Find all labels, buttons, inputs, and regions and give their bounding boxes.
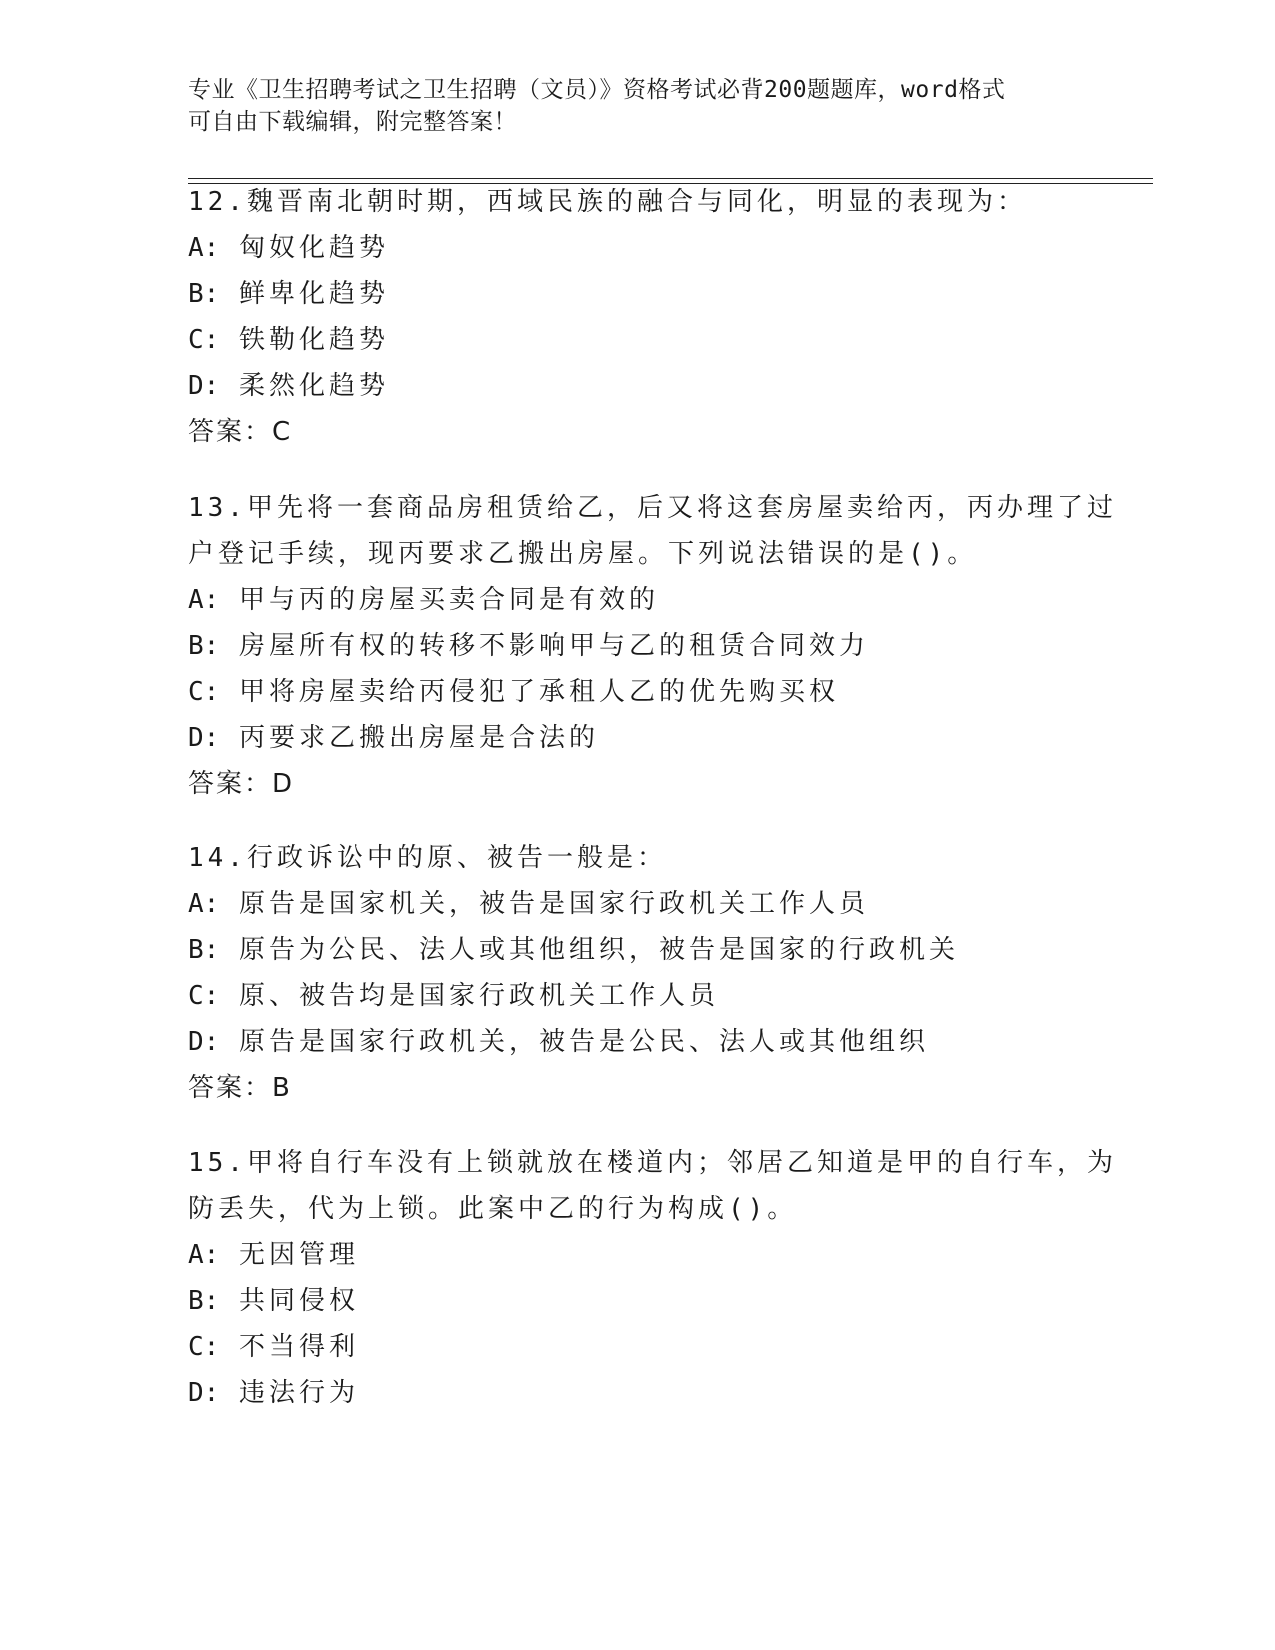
option-label: B: (188, 631, 220, 661)
option-text: 原告是国家机关，被告是国家行政机关工作人员 (238, 889, 869, 919)
option-label: D: (188, 723, 220, 753)
option-text: 鲜卑化趋势 (238, 279, 389, 309)
question-stem: 12.魏晋南北朝时期，西域民族的融合与同化，明显的表现为： (188, 187, 1027, 217)
question-stem-continued: 防丢失，代为上锁。此案中乙的行为构成()。 (188, 1194, 798, 1224)
option-text: 原、被告均是国家行政机关工作人员 (238, 981, 719, 1011)
question-12 (188, 179, 1088, 455)
document-header (188, 74, 1068, 138)
option-label: A: (188, 233, 220, 263)
answer: 答案：B (188, 1073, 292, 1103)
option-text: 无因管理 (238, 1240, 359, 1270)
option-b (188, 927, 1088, 973)
option-a (188, 1232, 1088, 1278)
option-d (188, 363, 1088, 409)
option-label: B: (188, 279, 220, 309)
option-b (188, 271, 1088, 317)
option-text: 丙要求乙搬出房屋是合法的 (238, 723, 599, 753)
header-line-2: 可自由下载编辑，附完整答案！ (188, 109, 517, 135)
option-c (188, 317, 1088, 363)
option-c (188, 973, 1088, 1019)
option-c (188, 1324, 1088, 1370)
option-a (188, 577, 1088, 623)
question-stem: 14.行政诉讼中的原、被告一般是： (188, 843, 667, 873)
question-stem: 15.甲将自行车没有上锁就放在楼道内；邻居乙知道是甲的自行车，为 (188, 1148, 1117, 1178)
option-text: 柔然化趋势 (238, 371, 389, 401)
option-label: C: (188, 325, 220, 355)
option-label: A: (188, 1240, 220, 1270)
option-text: 甲与丙的房屋买卖合同是有效的 (238, 585, 659, 615)
question-13 (188, 485, 1117, 807)
option-text: 甲将房屋卖给丙侵犯了承租人乙的优先购买权 (238, 677, 839, 707)
option-label: B: (188, 935, 220, 965)
option-a (188, 225, 1088, 271)
option-d (188, 715, 1088, 761)
answer: 答案：C (188, 417, 293, 447)
option-b (188, 623, 1088, 669)
option-a (188, 881, 1088, 927)
option-d (188, 1019, 1088, 1065)
option-text: 原告是国家行政机关，被告是公民、法人或其他组织 (238, 1027, 929, 1057)
option-label: D: (188, 1027, 220, 1057)
option-c (188, 669, 1088, 715)
option-label: C: (188, 1332, 220, 1362)
question-stem: 13.甲先将一套商品房租赁给乙，后又将这套房屋卖给丙，丙办理了过 (188, 493, 1117, 523)
question-stem-continued: 户登记手续，现丙要求乙搬出房屋。下列说法错误的是()。 (188, 539, 978, 569)
option-text: 不当得利 (238, 1332, 359, 1362)
option-text: 违法行为 (238, 1378, 359, 1408)
option-label: A: (188, 889, 220, 919)
question-14 (188, 835, 1088, 1111)
option-b (188, 1278, 1088, 1324)
answer: 答案：D (188, 769, 295, 799)
option-label: A: (188, 585, 220, 615)
option-label: B: (188, 1286, 220, 1316)
option-label: D: (188, 371, 220, 401)
option-label: D: (188, 1378, 220, 1408)
option-text: 原告为公民、法人或其他组织，被告是国家的行政机关 (238, 935, 959, 965)
option-text: 匈奴化趋势 (238, 233, 389, 263)
option-text: 房屋所有权的转移不影响甲与乙的租赁合同效力 (238, 631, 869, 661)
option-text: 共同侵权 (238, 1286, 359, 1316)
header-line-1: 专业《卫生招聘考试之卫生招聘（文员）》资格考试必背200题题库，word格式 (188, 77, 1006, 103)
option-label: C: (188, 677, 220, 707)
option-text: 铁勒化趋势 (238, 325, 389, 355)
option-label: C: (188, 981, 220, 1011)
option-d (188, 1370, 1088, 1416)
question-15 (188, 1140, 1117, 1416)
